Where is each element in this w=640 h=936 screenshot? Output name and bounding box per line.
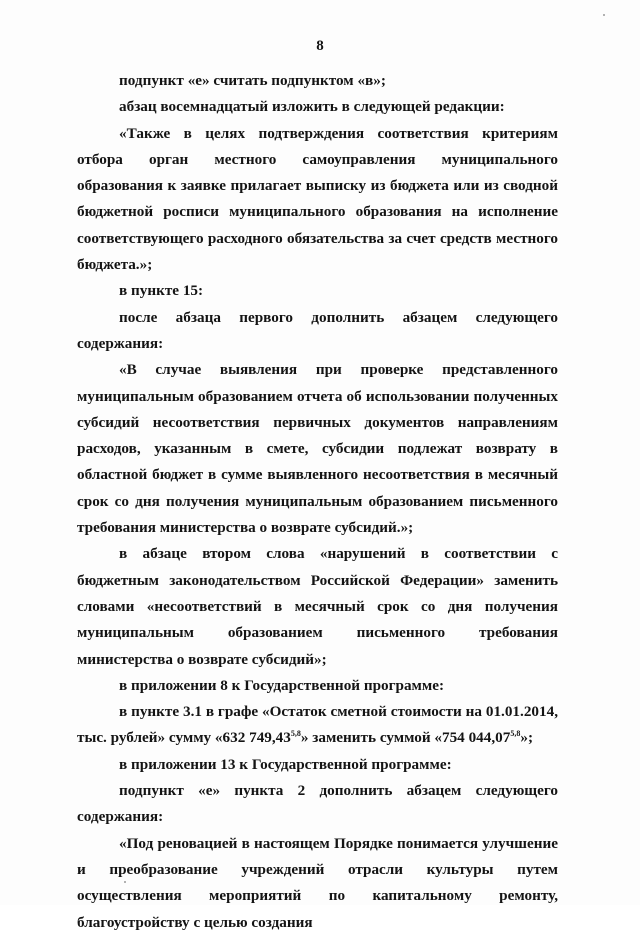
paragraph-subpoint-e: подпункт «е» считать подпунктом «в»; (119, 72, 386, 89)
point-3-1-text-middle: » заменить суммой «754 044,07 (300, 729, 511, 747)
paragraph-after-first-abzac: после абзаца первого дополнить абзацем следующего содержания: (77, 308, 558, 352)
paragraph-eighteenth-abzac: абзац восемнадцатый изложить в следующей редакции: (119, 98, 505, 116)
paragraph-point-3-1 (77, 699, 558, 752)
footnote-ref-old-sum: 5,8 (290, 729, 301, 739)
paragraph-appendix-13: в приложении 13 к Государственной программе: (119, 755, 452, 773)
paragraph-second-abzac-replace: в абзаце втором слова «нарушений в соответствии с бюджетным законодательством Российской Федерации» заменить словами «несоответствий в месячный срок со дня получения муниципальным образованием письменного требования министерства о возврате субсидий»; (77, 545, 558, 668)
point-3-1-text-before: в пункте 3.1 в графе «Остаток сметной стоимости на 01.01.2014, тыс. рублей» сумму «632 749,43 (77, 703, 558, 747)
paragraph-quoted-renovation: «Под реновацией в настоящем Порядке понимается улучшение и преобразование учреждений отрасли культуры путем осуществления мероприятий по капитальному ремонту, благоустройству с целью создания (77, 834, 558, 931)
paragraph-appendix-8: в приложении 8 к Государственной программе: (119, 676, 445, 694)
paragraph-quoted-subsidy-return: «В случае выявления при проверке представленного муниципальным образованием отчета об использовании полученных субсидий несоответствия первичных документов направлениям расходов, указанным в смете, субсидии подлежат возврату в областной бюджет в сумме выявленного несоответствия в месячный срок со дня получения муниципальным образованием письменного требования министерства о возврате субсидий.»; (77, 361, 558, 537)
page-number: 8 (316, 38, 324, 54)
document-body (77, 68, 558, 936)
point-3-1-text-after: »; (520, 729, 533, 747)
scan-speck (603, 14, 605, 16)
paragraph-subpoint-e-point-2: подпункт «е» пункта 2 дополнить абзацем следующего содержания: (77, 782, 558, 826)
paragraph-point-15: в пункте 15: (119, 282, 204, 300)
footnote-ref-new-sum: 5,8 (510, 729, 521, 739)
scan-speck (124, 881, 126, 883)
paragraph-quoted-budget-extract: «Также в целях подтверждения соответствия критериям отбора орган местного самоуправления муниципального образования к заявке прилагает выписку из бюджета или из сводной бюджетной росписи муниципального образования на исполнение соответствующего расходного обязательства за счет средств местного бюджета.»; (77, 124, 558, 274)
